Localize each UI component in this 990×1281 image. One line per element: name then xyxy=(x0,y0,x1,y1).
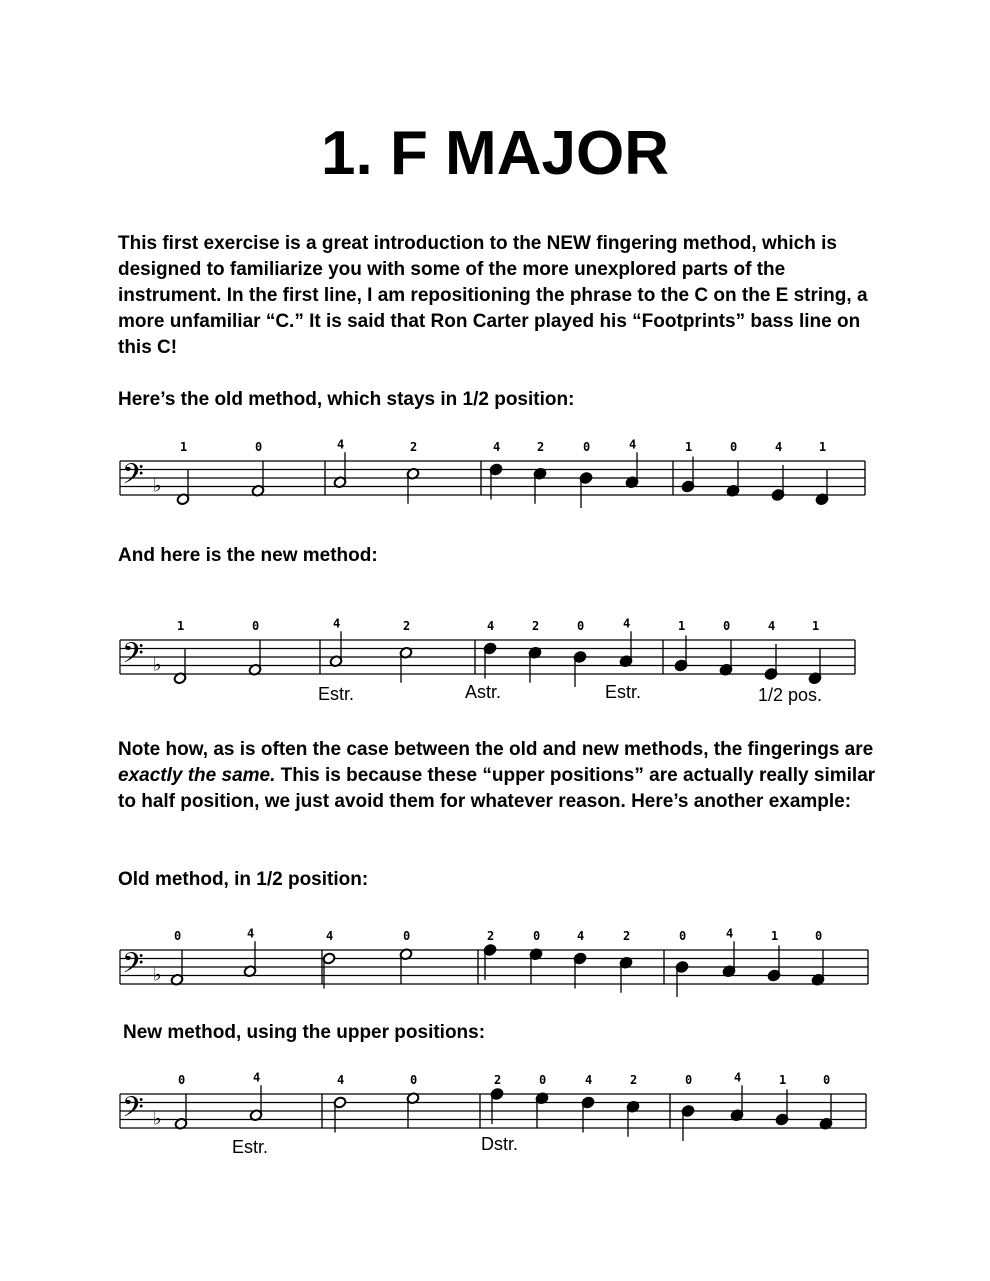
fingering-number: 0 xyxy=(730,440,738,454)
annotation: Estr. xyxy=(605,682,642,702)
fingering-number: 0 xyxy=(723,619,731,633)
flat-icon: ♭ xyxy=(153,1108,162,1130)
fingering-number: 0 xyxy=(533,929,541,943)
fingering-number: 4 xyxy=(577,929,585,943)
bass-clef-icon: 𝄢 xyxy=(122,458,144,498)
fingering-number: 0 xyxy=(252,619,260,633)
fingering-number: 0 xyxy=(174,929,182,943)
fingering-number: 1 xyxy=(812,619,820,633)
old-method-2-label: Old method, in 1/2 position: xyxy=(118,869,369,890)
fingering-number: 0 xyxy=(410,1073,418,1087)
flat-icon: ♭ xyxy=(153,964,162,986)
fingering-number: 1 xyxy=(177,619,185,633)
fingering-number: 4 xyxy=(487,619,495,633)
fingering-number: 4 xyxy=(768,619,776,633)
fingering-number: 4 xyxy=(247,926,255,941)
fingering-number: 1 xyxy=(180,440,188,454)
fingering-number: 2 xyxy=(630,1073,638,1087)
fingering-number: 0 xyxy=(577,619,585,633)
fingering-number: 4 xyxy=(623,616,631,631)
fingering-number: 0 xyxy=(539,1073,547,1087)
fingering-number: 4 xyxy=(493,440,501,454)
fingering-number: 4 xyxy=(326,929,334,943)
fingering-number: 1 xyxy=(678,619,686,633)
annotation: Astr. xyxy=(465,682,502,702)
new-method-2-label: New method, using the upper positions: xyxy=(123,1022,486,1043)
fingering-number: 4 xyxy=(734,1070,742,1085)
old-method-label: Here’s the old method, which stays in 1/2 position: xyxy=(118,389,575,410)
note-paragraph xyxy=(118,737,888,815)
fingering-number: 2 xyxy=(532,619,540,633)
fingering-number: 4 xyxy=(337,437,345,452)
fingering-number: 0 xyxy=(679,929,687,943)
fingering-number: 0 xyxy=(583,440,591,454)
annotation: Dstr. xyxy=(481,1134,519,1154)
annotation: 1/2 pos. xyxy=(758,685,823,705)
fingering-number: 0 xyxy=(403,929,411,943)
fingering-number: 0 xyxy=(178,1073,186,1087)
staff-old-method-2 xyxy=(0,909,990,1019)
page-title: 1. F MAJOR xyxy=(321,119,669,188)
annotation: Estr. xyxy=(318,684,355,704)
new-method-label: And here is the new method: xyxy=(118,545,378,566)
note-text: Note how, as is often the case between the old and new methods, the fingerings are xyxy=(118,739,874,760)
fingering-number: 0 xyxy=(815,929,823,943)
fingering-number: 4 xyxy=(629,437,637,452)
fingering-number: 4 xyxy=(585,1073,593,1087)
flat-icon: ♭ xyxy=(153,654,162,676)
staff-old-method-1 xyxy=(0,420,990,530)
fingering-number: 2 xyxy=(403,619,411,633)
fingering-number: 1 xyxy=(685,440,693,454)
bass-clef-icon: 𝄢 xyxy=(122,947,144,987)
fingering-number: 1 xyxy=(779,1073,787,1087)
fingering-number: 2 xyxy=(537,440,545,454)
fingering-number: 4 xyxy=(726,926,734,941)
note-emphasis: exactly the same. xyxy=(118,765,276,786)
fingering-number: 0 xyxy=(823,1073,831,1087)
fingering-number: 1 xyxy=(819,440,827,454)
fingering-number: 2 xyxy=(494,1073,502,1087)
annotation: Estr. xyxy=(232,1137,269,1157)
fingering-number: 4 xyxy=(337,1073,345,1087)
bass-clef-icon: 𝄢 xyxy=(122,1091,144,1131)
fingering-number: 4 xyxy=(333,616,341,631)
fingering-number: 1 xyxy=(771,929,779,943)
bass-clef-icon: 𝄢 xyxy=(122,637,144,677)
fingering-number: 4 xyxy=(253,1070,261,1085)
note-text: This is because these “upper positions” are actually really similar to half position, we just avoid them for whatever reason. Here’s another example: xyxy=(118,765,876,812)
fingering-number: 2 xyxy=(623,929,631,943)
fingering-number: 4 xyxy=(775,440,783,454)
fingering-number: 2 xyxy=(410,440,418,454)
fingering-number: 0 xyxy=(685,1073,693,1087)
fingering-number: 2 xyxy=(487,929,495,943)
flat-icon: ♭ xyxy=(153,475,162,497)
fingering-number: 0 xyxy=(255,440,263,454)
intro-paragraph: This first exercise is a great introduction to the NEW fingering method, which is designed to familiarize you with some of the more unexplored parts of the instrument. In the first line, I am repositioning the phrase to the C on the E string, a more unfamiliar “C.” It is said that Ron Carter played his “Footprints” bass line on this C! xyxy=(118,233,868,358)
